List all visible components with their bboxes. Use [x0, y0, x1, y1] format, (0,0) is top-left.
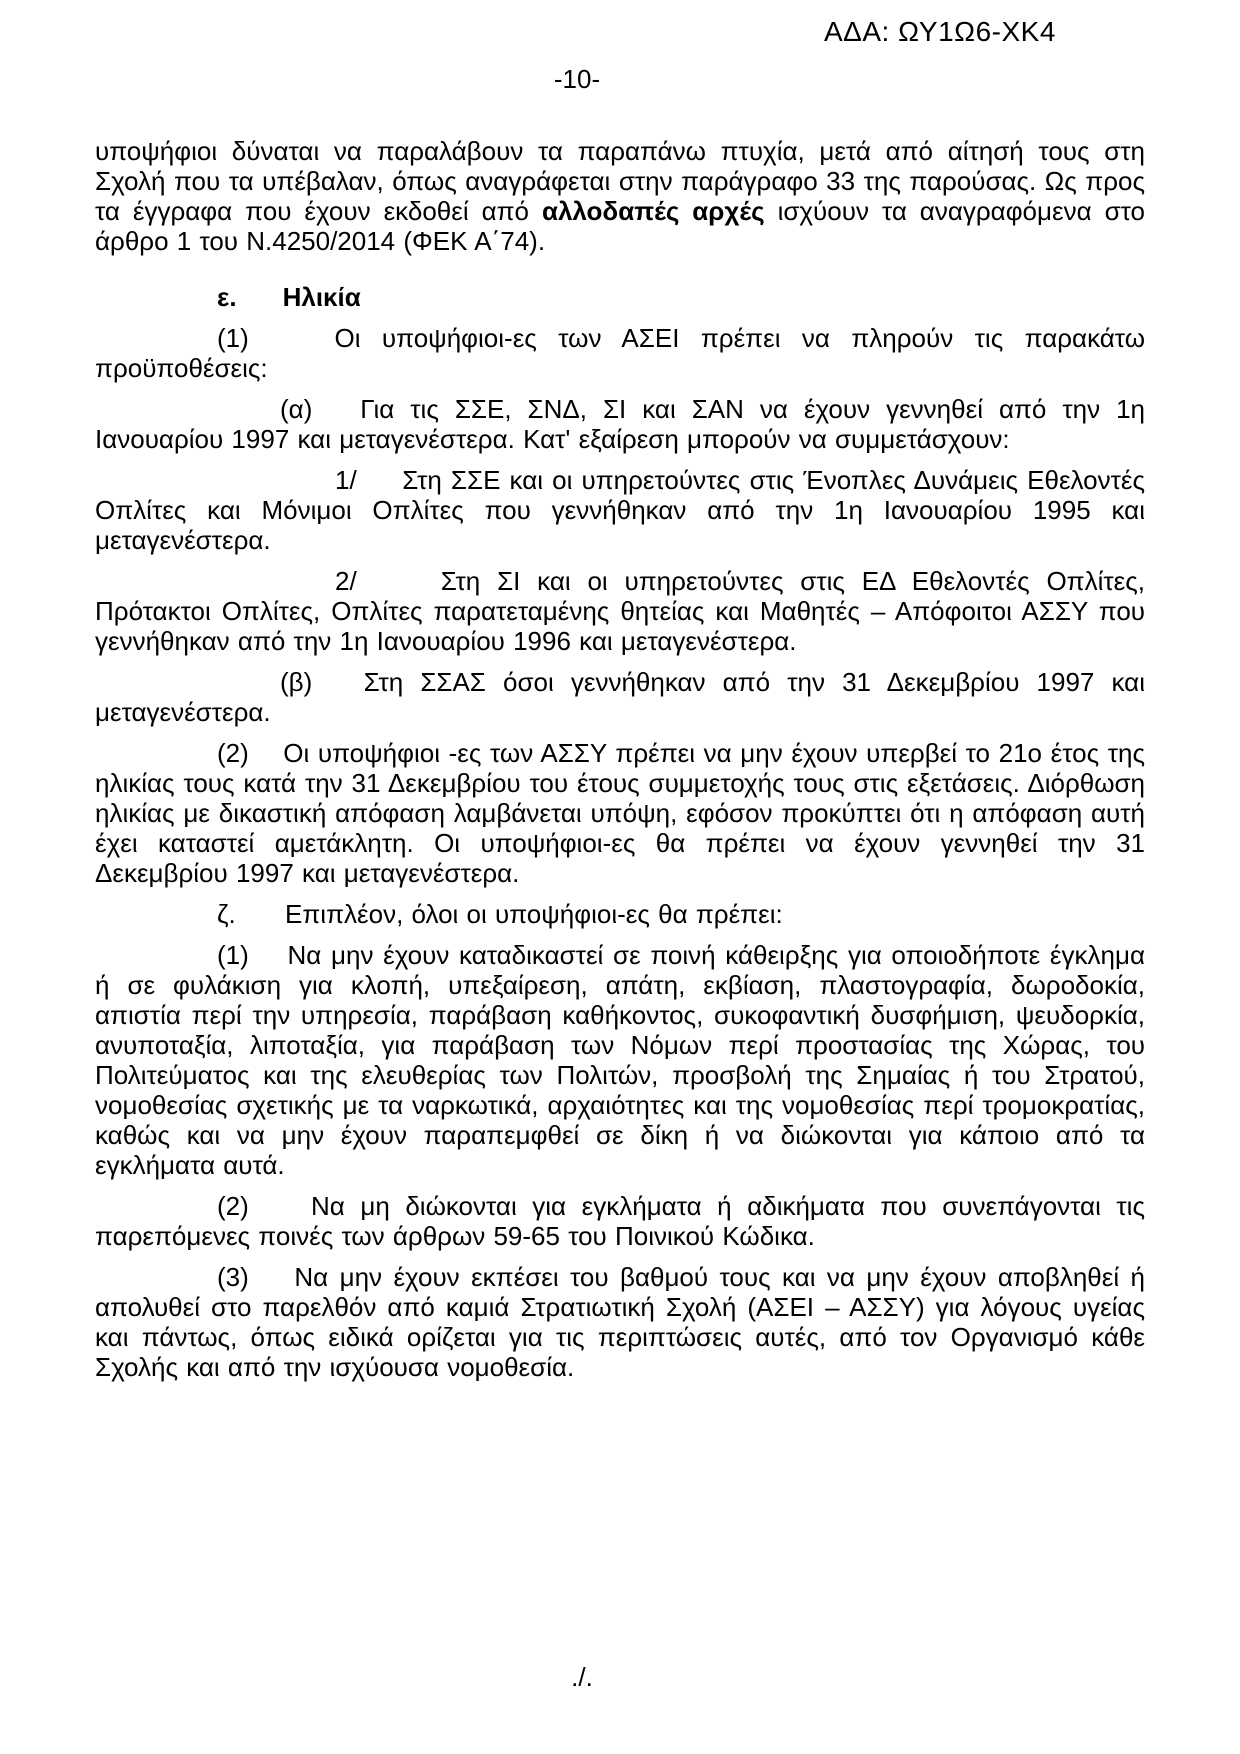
intro-text-pre: υποψήφιοι δύναται να παραλάβουν τα παραπάνω πτυχία, μετά από αίτησή τους στη Σχολή που τα υπέβαλαν, όπως αναγράφεται στην παράγραφο 33 της παρούσας. Ως προς τα έγγραφα που έχουν εκδοθεί από [95, 136, 1145, 226]
intro-text-post: ισχύουν τα αναγραφόμενα στο άρθρο 1 του Ν.4250/2014 (ΦΕΚ Α΄74). [95, 196, 1145, 256]
paragraph-e1-asei: (1) Οι υποψήφιοι-ες των ΑΣΕΙ πρέπει να πληρούν τις παρακάτω προϋποθέσεις: [95, 323, 1145, 383]
paragraph-e1a2-si-volunteers: 2/ Στη ΣΙ και οι υπηρετούντες στις ΕΔ Εθελοντές Οπλίτες, Πρότακτοι Οπλίτες, Οπλίτες παρατεταμένης θητείας και Μαθητές – Απόφοιτοι ΑΣΣΥ που γεννήθηκαν από την 1η Ιανουαρίου 1996 και μεταγενέστερα. [95, 566, 1145, 656]
section-heading-title: Ηλικία [282, 282, 361, 312]
paragraph-intro [95, 136, 1145, 256]
document-body [95, 136, 1145, 1393]
paragraph-z1-no-convictions: (1) Να μην έχουν καταδικαστεί σε ποινή κάθειρξης για οποιοδήποτε έγκλημα ή σε φυλάκιση για κλοπή, υπεξαίρεση, απάτη, εκβίαση, πλαστογραφία, δωροδοκία, απιστία περί την υπηρεσία, παράβαση καθήκοντος, συκοφαντική δυσφήμιση, ψευδορκία, ανυποταξία, λιποταξία, για παράβαση των Νόμων περί προστασίας της Χώρας, του Πολιτεύματος και της ελευθερίας των Πολιτών, προσβολή της Σημαίας ή του Στρατού, νομοθεσίας σχετικής με τα ναρκωτικά, αρχαιότητες και της νομοθεσίας περί τρομοκρατίας, καθώς και να μην έχουν παραπεμφθεί σε δίκη ή να διώκονται για κάποιο από τα εγκλήματα αυτά. [95, 940, 1145, 1180]
intro-bold-foreign-authorities: αλλοδαπές αρχές [541, 196, 765, 226]
paragraph-z2-no-prosecutions: (2) Να μη διώκονται για εγκλήματα ή αδικήματα που συνεπάγονται τις παρεπόμενες ποινές των άρθρων 59-65 του Ποινικού Κώδικα. [95, 1191, 1145, 1251]
paragraph-e1b-ssas: (β) Στη ΣΣΑΣ όσοι γεννήθηκαν από την 31 Δεκεμβρίου 1997 και μεταγενέστερα. [95, 667, 1145, 727]
paragraph-z3-no-expulsion: (3) Να μην έχουν εκπέσει του βαθμού τους και να μην έχουν αποβληθεί ή απολυθεί στο παρελθόν από καμιά Στρατιωτική Σχολή (ΑΣΕΙ – ΑΣΣΥ) για λόγους υγείας και πάντως, όπως ειδικά ορίζεται για τις περιπτώσεις αυτές, από τον Οργανισμό κάθε Σχολής και από την ισχύουσα νομοθεσία. [95, 1262, 1145, 1382]
paragraph-e1a-sse-snd-si-san: (α) Για τις ΣΣΕ, ΣΝΔ, ΣΙ και ΣΑΝ να έχουν γεννηθεί από την 1η Ιανουαρίου 1997 και μεταγενέστερα. Κατ' εξαίρεση μπορούν να συμμετάσχουν: [95, 394, 1145, 454]
page-number: -10- [553, 64, 601, 94]
paragraph-z-additional-requirements: ζ. Επιπλέον, όλοι οι υποψήφιοι-ες θα πρέπει: [217, 899, 783, 929]
paragraph-e2-assy-age-limit: (2) Οι υποψήφιοι -ες των ΑΣΣΥ πρέπει να μην έχουν υπερβεί το 21ο έτος της ηλικίας τους κατά την 31 Δεκεμβρίου του έτους συμμετοχής τους στις εξετάσεις. Διόρθωση ηλικίας με δικαστική απόφαση λαμβάνεται υπόψη, εφόσον προκύπτει ότι η απόφαση αυτή έχει καταστεί αμετάκλητη. Οι υποψήφιοι-ες θα πρέπει να έχουν γεννηθεί την 31 Δεκεμβρίου 1997 και μεταγενέστερα. [95, 738, 1145, 888]
section-heading-label: ε. [217, 282, 237, 312]
continuation-mark: ./. [571, 1662, 593, 1692]
ada-code: ΑΔΑ: ΩΥ1Ω6-ΧΚ4 [824, 16, 1056, 47]
paragraph-e1a1-sse-volunteers: 1/ Στη ΣΣΕ και οι υπηρετούντες στις Ένοπλες Δυνάμεις Εθελοντές Οπλίτες και Μόνιμοι Οπλίτες που γεννήθηκαν από την 1η Ιανουαρίου 1995 και μεταγενέστερα. [95, 465, 1145, 555]
section-heading-age [95, 282, 1145, 312]
